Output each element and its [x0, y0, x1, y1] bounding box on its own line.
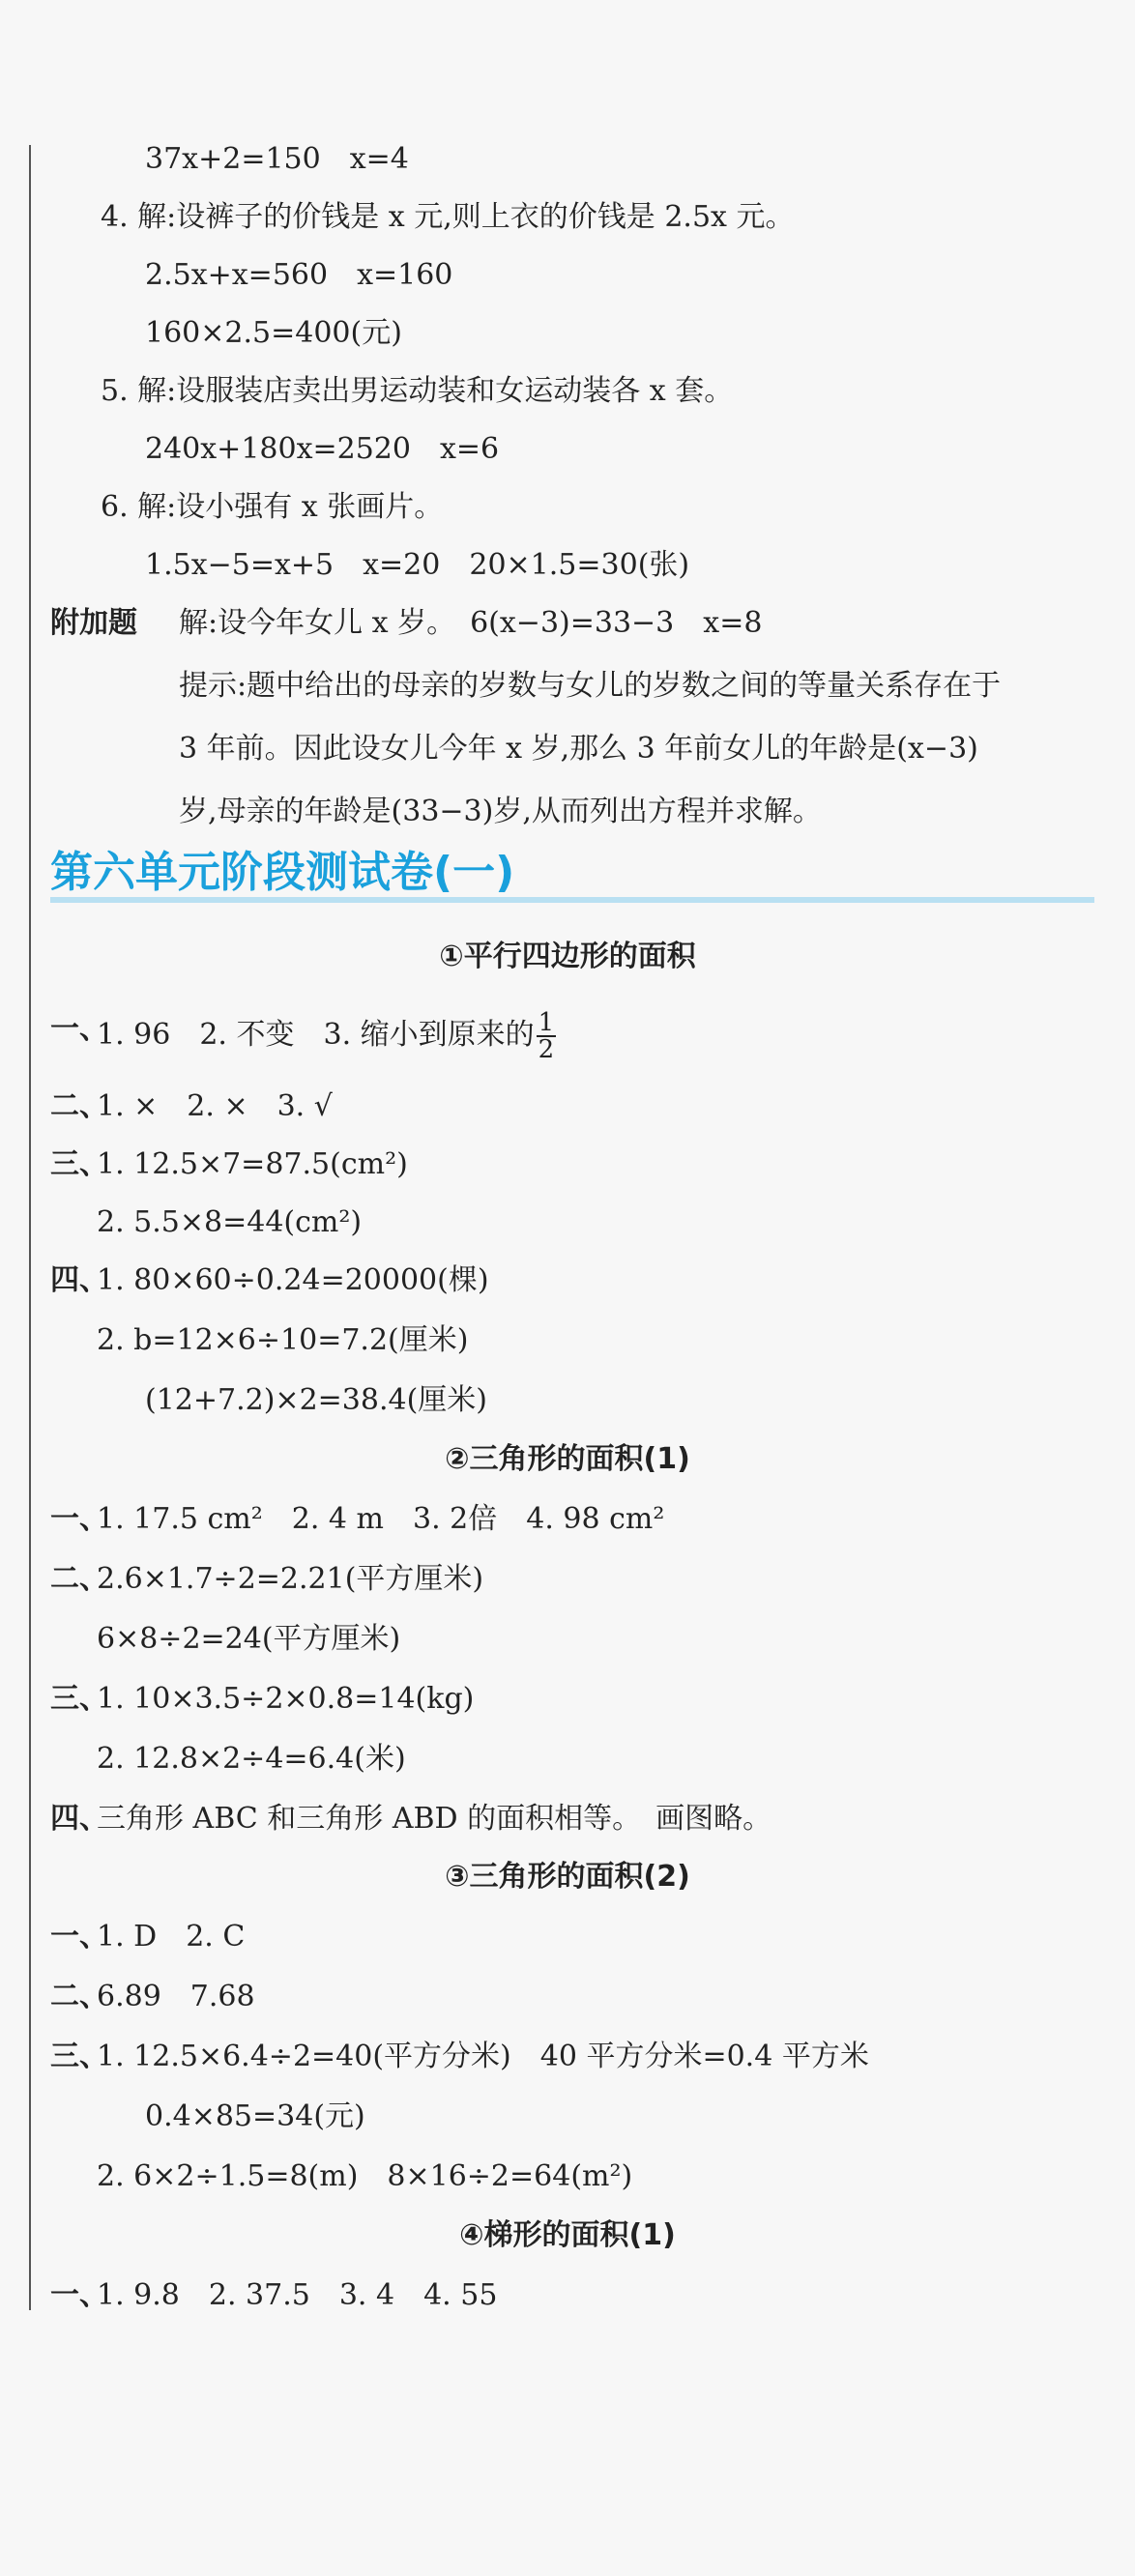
- question-label: 三、: [50, 2040, 108, 2073]
- answer-line: 37x+2=150 x=4: [145, 142, 409, 176]
- question-label: 一、: [50, 1012, 108, 1046]
- answer-line: 1. 12.5×6.4÷2=40(平方分米) 40 平方分米=0.4 平方米: [97, 2040, 869, 2073]
- fraction-denominator: 2: [538, 1035, 555, 1064]
- answer-line: 4. 解:设裤子的价钱是 x 元,则上衣的价钱是 2.5x 元。: [101, 200, 795, 234]
- question-label: 三、: [50, 1682, 108, 1716]
- question-label: 二、: [50, 1089, 108, 1123]
- question-label: 四、: [50, 1263, 108, 1297]
- part-title: ④梯形的面积(1): [459, 2218, 676, 2252]
- bonus-hint-line: 岁,母亲的年龄是(33−3)岁,从而列出方程并求解。: [179, 795, 822, 828]
- answer-line: (12+7.2)×2=38.4(厘米): [145, 1383, 487, 1417]
- left-margin-rule: [29, 145, 31, 2310]
- answer-line: 6.89 7.68: [97, 1980, 255, 2013]
- fraction-numerator: 1: [538, 1008, 555, 1037]
- answer-line: 6×8÷2=24(平方厘米): [97, 1622, 401, 1656]
- question-label: 四、: [50, 1802, 108, 1836]
- answer-line: 三角形 ABC 和三角形 ABD 的面积相等。 画图略。: [97, 1802, 772, 1836]
- question-label: 一、: [50, 1920, 108, 1954]
- answer-line: 2.6×1.7÷2=2.21(平方厘米): [97, 1562, 484, 1596]
- answer-line: 1. 80×60÷0.24=20000(棵): [97, 1263, 489, 1297]
- question-label: 一、: [50, 2278, 108, 2312]
- answer-line: 1. 12.5×7=87.5(cm²): [97, 1147, 408, 1181]
- part-title: ①平行四边形的面积: [439, 940, 696, 973]
- answer-line: 5. 解:设服装店卖出男运动装和女运动装各 x 套。: [101, 374, 734, 408]
- question-label: 二、: [50, 1562, 108, 1596]
- answer-line: 1. × 2. × 3. √: [97, 1089, 333, 1123]
- answer-line: 2.5x+x=560 x=160: [145, 258, 453, 292]
- answer-line: 1. 17.5 cm² 2. 4 m 3. 2倍 4. 98 cm²: [97, 1502, 665, 1536]
- answer-line: 240x+180x=2520 x=6: [145, 432, 500, 466]
- bonus-answer: 解:设今年女儿 x 岁。 6(x−3)=33−3 x=8: [179, 606, 763, 640]
- answer-line: 1.5x−5=x+5 x=20 20×1.5=30(张): [145, 548, 690, 582]
- answer-line: [97, 1010, 556, 1062]
- answer-line: 2. 12.8×2÷4=6.4(米): [97, 1742, 406, 1776]
- part-title: ②三角形的面积(1): [445, 1442, 690, 1476]
- section-title: 第六单元阶段测试卷(一): [50, 848, 515, 897]
- answer-line: 1. 9.8 2. 37.5 3. 4 4. 55: [97, 2278, 498, 2312]
- fraction: [537, 1010, 557, 1062]
- answer-text: 1. 96 2. 不变 3. 缩小到原来的: [97, 1018, 535, 1052]
- bonus-label: 附加题: [50, 606, 137, 640]
- bonus-hint-line: 提示:题中给出的母亲的岁数与女儿的岁数之间的等量关系存在于: [179, 669, 1002, 703]
- question-label: 二、: [50, 1980, 108, 2013]
- answer-line: 2. 6×2÷1.5=8(m) 8×16÷2=64(m²): [97, 2159, 633, 2193]
- answer-line: 1. D 2. C: [97, 1920, 246, 1954]
- bonus-hint-line: 3 年前。因此设女儿今年 x 岁,那么 3 年前女儿的年龄是(x−3): [179, 732, 978, 766]
- part-title: ③三角形的面积(2): [445, 1860, 690, 1894]
- answer-line: 160×2.5=400(元): [145, 316, 402, 350]
- answer-line: 0.4×85=34(元): [145, 2099, 365, 2133]
- answer-line: 2. b=12×6÷10=7.2(厘米): [97, 1323, 469, 1357]
- answer-line: 2. 5.5×8=44(cm²): [97, 1205, 363, 1239]
- answer-line: 1. 10×3.5÷2×0.8=14(kg): [97, 1682, 475, 1716]
- question-label: 一、: [50, 1502, 108, 1536]
- answer-line: 6. 解:设小强有 x 张画片。: [101, 490, 444, 524]
- question-label: 三、: [50, 1147, 108, 1181]
- section-title-underline: [50, 897, 1094, 903]
